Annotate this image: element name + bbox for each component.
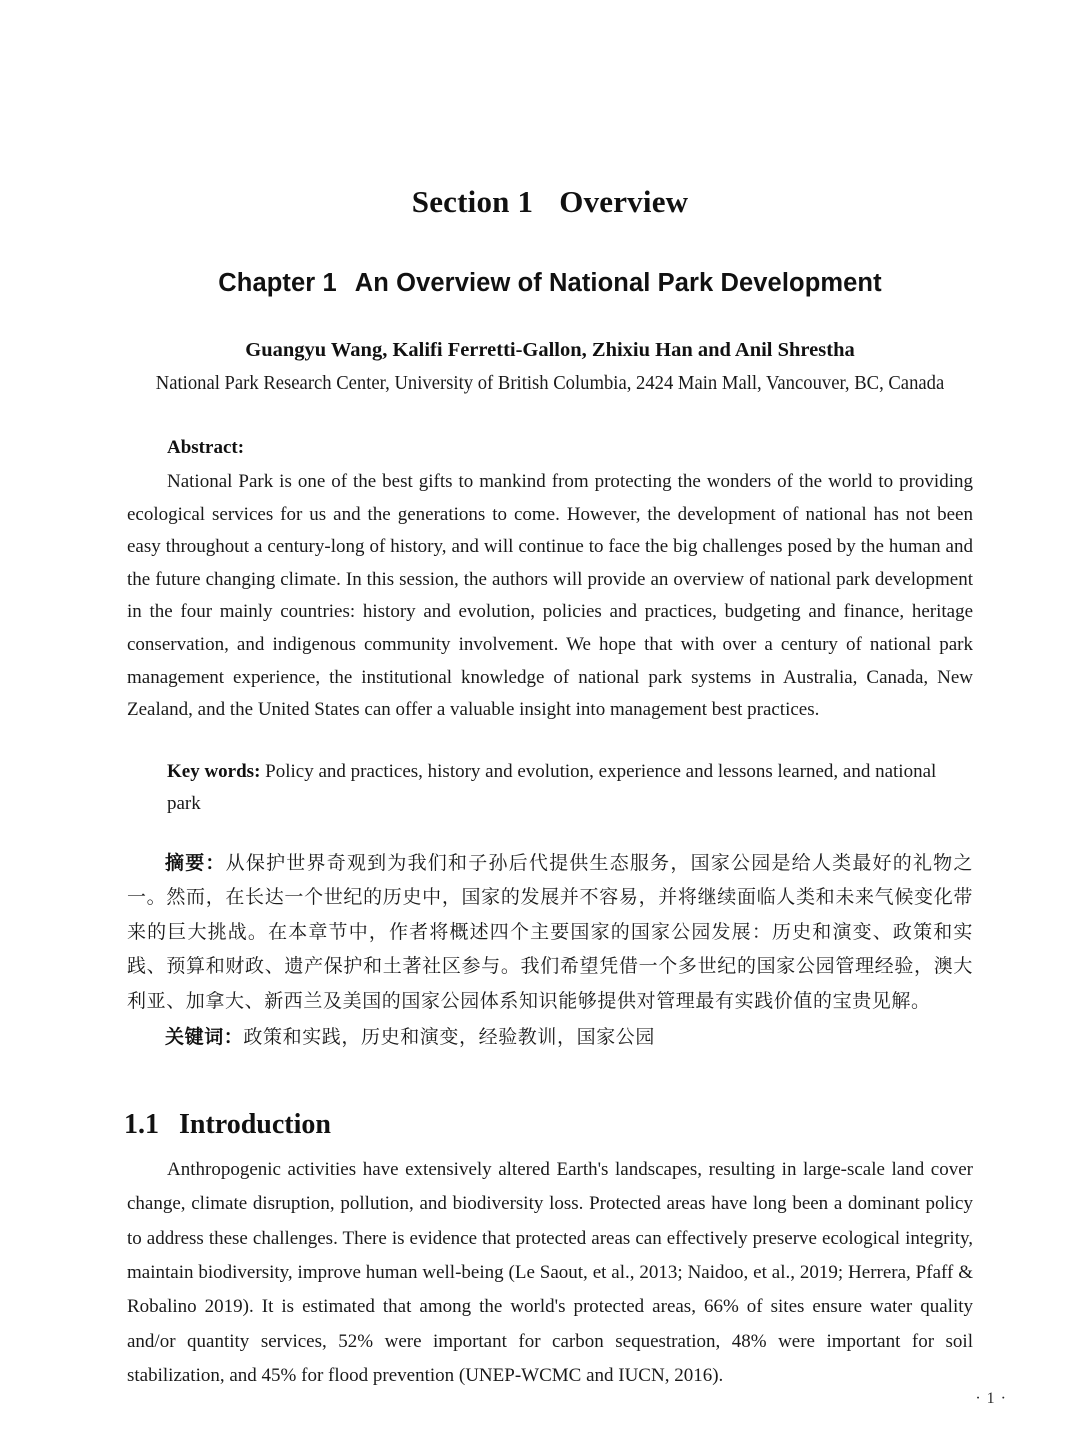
subsection-title-text: Introduction — [179, 1108, 331, 1140]
chinese-abstract — [127, 820, 973, 1020]
author-list: Guangyu Wang, Kalifi Ferretti-Gallon, Zhixiu Han and Anil Shrestha — [245, 339, 855, 361]
chinese-abstract-body: 从保护世界奇观到为我们和子孙后代提供生态服务，国家公园是给人类最好的礼物之一。然而，在长达一个世纪的历史中，国家的发展并不容易，并将继续面临人类和未来气候变化带来的巨大挑战。在本章节中，作者将概述四个主要国家的国家公园发展：历史和演变、政策和实践、预算和财政、遗产保护和土著社区参与。我们希望凭借一个多世纪的国家公园管理经验，澳大利亚、加拿大、新西兰及美国的国家公园体系知识能够提供对管理最有实践价值的宝贵见解。 — [127, 852, 973, 1012]
chinese-keywords — [127, 1019, 973, 1056]
abstract-body: National Park is one of the best gifts to mankind from protecting the wonders of the world to providing ecological services for us and the generations to come. However, the development of national has not been easy throughout a century-long of history, and will continue to face the big challenges posed by the human and the future changing climate. In this session, the authors will provide an overview of national park development in the four mainly countries: history and evolution, policies and practices, budgeting and finance, heritage conservation, and indigenous community involvement. We hope that with over a century of national park management experience, the institutional knowledge of national park systems in Australia, Canada, New Zealand, and the United States can offer a valuable insight into management best practices. — [127, 471, 973, 721]
section-number: Section 1 — [411, 184, 534, 219]
chinese-keywords-body: 政策和实践，历史和演变，经验教训，国家公园 — [243, 1027, 656, 1049]
keywords-line — [127, 727, 973, 820]
section-title-text: Overview — [559, 184, 689, 219]
chapter-heading — [127, 220, 973, 298]
subsection-number: 1.1 — [124, 1108, 159, 1140]
keywords-label: Key words: — [167, 760, 261, 782]
chapter-title-text: An Overview of National Park Development — [354, 269, 882, 297]
chapter-number: Chapter 1 — [218, 269, 337, 297]
introduction-paragraph: Anthropogenic activities have extensively altered Earth's landscapes, resulting in large-scale land cover change, climate disruption, pollution, and biodiversity loss. Protected areas have long been a dominant policy to address these challenges. There is evidence that protected areas can effectively preserve ecological integrity, maintain biodiversity, improve human well-being (Le Saout, et al., 2013; Naidoo, et al., 2019; Herrera, Pfaff & Robalino 2019). It is estimated that among the world's protected areas, 66% of sites ensure water quality and/or quantity services, 52% were important for carbon sequestration, 48% were important for soil stabilization, and 45% for flood prevention (UNEP-WCMC and IUCN, 2016). — [127, 1158, 973, 1387]
page-number: · 1 · — [975, 1390, 1007, 1407]
keywords-body: Policy and practices, history and evolution, experience and lessons learned, and national park — [167, 760, 937, 814]
page-content — [124, 0, 973, 1394]
abstract-label: Abstract: — [167, 437, 245, 458]
chinese-keywords-label: 关键词： — [165, 1027, 244, 1049]
chinese-abstract-label: 摘要： — [165, 852, 226, 874]
section-heading — [127, 0, 973, 220]
subsection-heading — [124, 1056, 973, 1141]
affiliation-line: National Park Research Center, University of British Columbia, 2424 Main Mall, Vancouver, BC, Canada — [155, 373, 945, 394]
